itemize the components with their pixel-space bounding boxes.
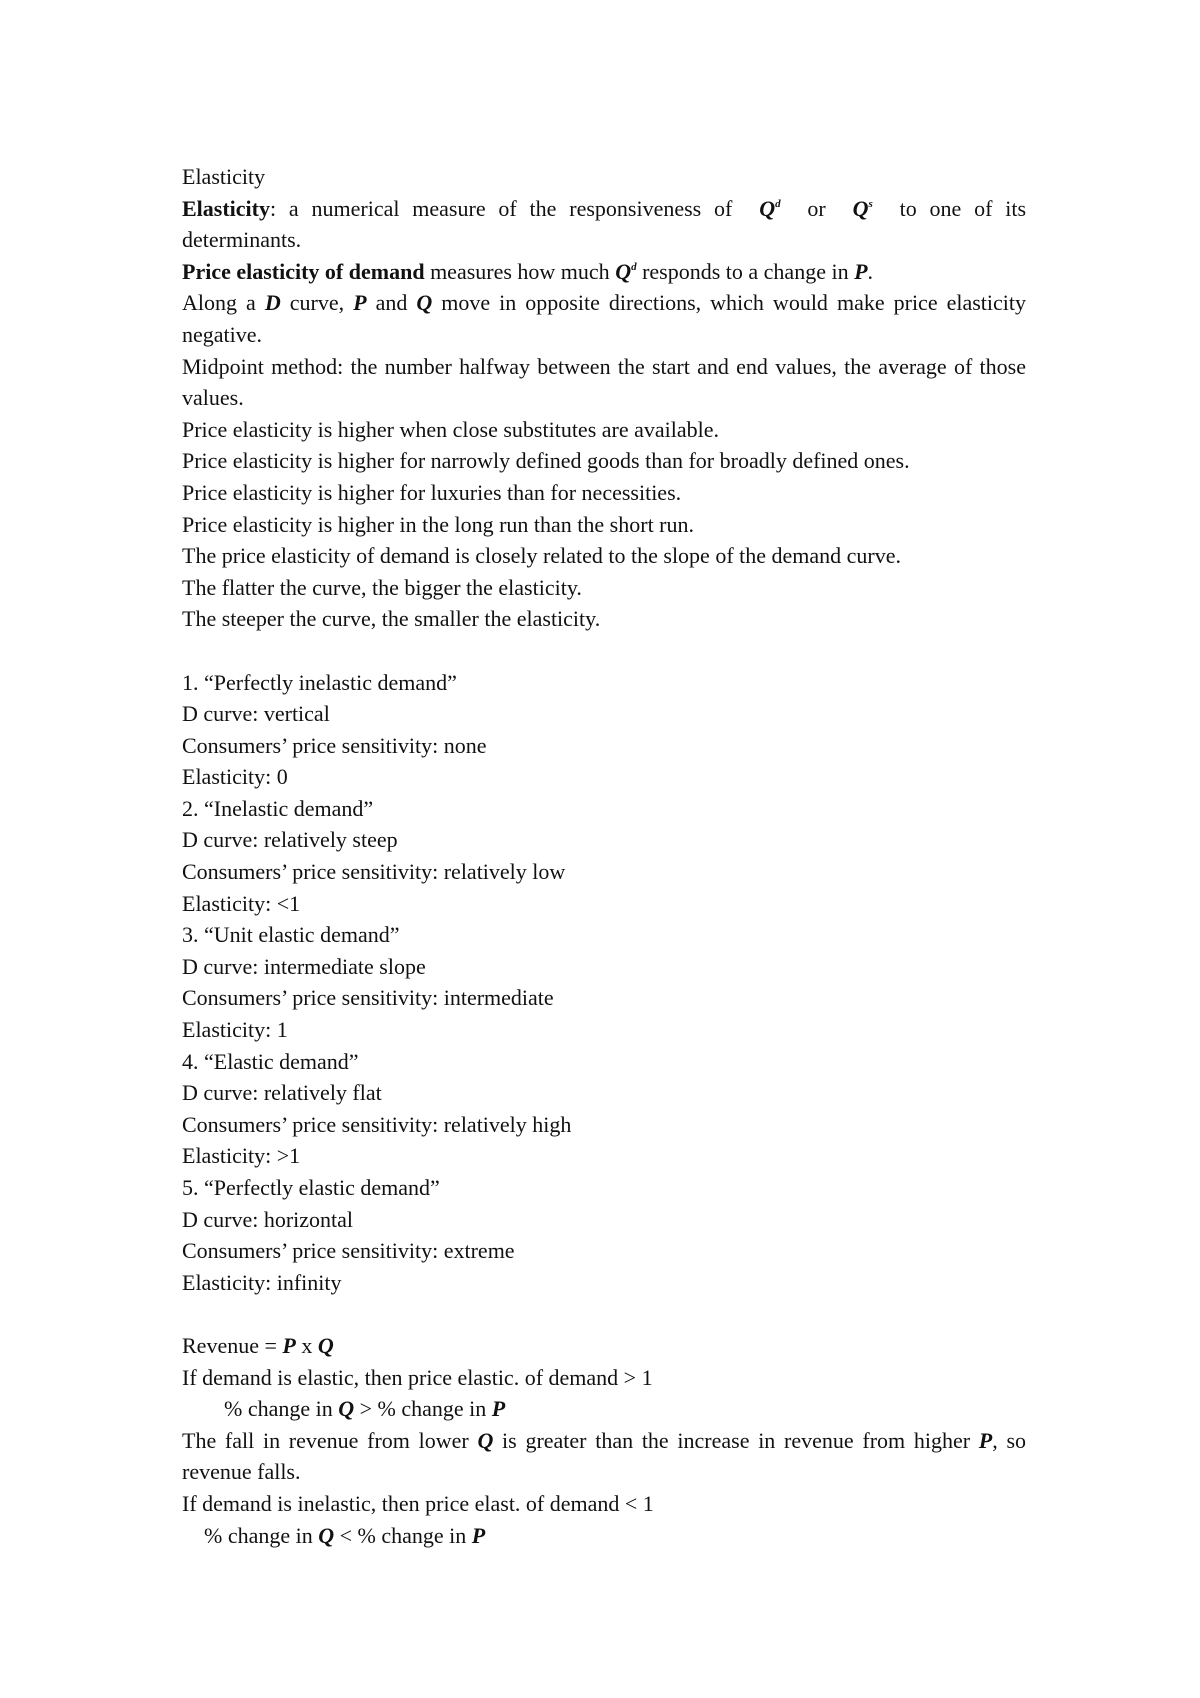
statement-line: The flatter the curve, the bigger the elasticity. [182, 574, 582, 600]
document-page [182, 161, 1026, 1551]
statement-line: Price elasticity is higher for narrowly defined goods than for broadly defined ones. [182, 448, 910, 474]
text-fragment: is greater than the increase in revenue from higher [493, 1427, 979, 1453]
statement-line: The price elasticity of demand is closely related to the slope of the demand curve. [182, 543, 902, 569]
q-symbol: Q [615, 258, 632, 284]
text-fragment: curve, [280, 290, 354, 316]
definition-text: responds to a change in [636, 258, 855, 284]
statement-line: Price elasticity is higher when close substitutes are available. [182, 416, 720, 442]
definition-text: : a numerical measure of the responsiveness of [270, 195, 733, 221]
text-fragment: , so revenue falls. [182, 1427, 1027, 1485]
elastic-comparison [182, 1393, 1026, 1425]
midpoint-method-text: Midpoint method: the number halfway between the start and end values, the average of those values. [182, 353, 1026, 411]
revenue-falls-text [182, 1425, 1026, 1488]
q-symbol: Q [477, 1427, 494, 1453]
period: . [867, 258, 874, 284]
q-symbol: Q [416, 290, 433, 316]
p-symbol: P [491, 1396, 506, 1422]
p-symbol: P [854, 258, 868, 284]
case-elasticity: Elasticity: 1 [182, 1017, 288, 1043]
text-fragment: x [295, 1332, 318, 1358]
text-fragment: Along a [182, 290, 265, 316]
case-sensitivity: Consumers’ price sensitivity: extreme [182, 1238, 515, 1264]
case-elasticity: Elasticity: >1 [182, 1143, 301, 1169]
text-fragment: and [366, 290, 417, 316]
inelastic-comparison [182, 1520, 1026, 1552]
case-sensitivity: Consumers’ price sensitivity: none [182, 732, 487, 758]
statement-line: The steeper the curve, the smaller the elasticity. [182, 606, 601, 632]
text-fragment: % change in [204, 1522, 319, 1548]
case-heading: 2. “Inelastic demand” [182, 795, 374, 821]
case-curve: D curve: horizontal [182, 1206, 354, 1232]
superscript-s: s [868, 197, 873, 210]
q-symbol: Q [759, 195, 776, 221]
inelastic-condition: If demand is inelastic, then price elast. of demand < 1 [182, 1490, 654, 1516]
ped-definition [182, 256, 1026, 288]
case-curve: D curve: intermediate slope [182, 953, 426, 979]
case-heading: 5. “Perfectly elastic demand” [182, 1175, 440, 1200]
text-fragment: The fall in revenue from lower [182, 1427, 478, 1453]
case-curve: D curve: vertical [182, 701, 330, 727]
along-d-curve-text [182, 287, 1026, 350]
p-symbol: P [471, 1522, 486, 1548]
q-symbol: Q [318, 1522, 335, 1548]
elasticity-term: Elasticity [182, 195, 270, 221]
p-symbol: P [353, 290, 367, 316]
or-word: or [807, 195, 826, 221]
q-symbol: Q [338, 1396, 355, 1422]
case-elasticity: Elasticity: 0 [182, 764, 288, 790]
text-fragment: Revenue = [182, 1332, 283, 1358]
p-symbol: P [282, 1332, 296, 1358]
statement-line: Price elasticity is higher for luxuries than for necessities. [182, 479, 682, 505]
page-title: Elasticity [182, 164, 266, 189]
text-fragment: < % change in [334, 1522, 472, 1548]
case-sensitivity: Consumers’ price sensitivity: relatively low [182, 859, 566, 885]
case-sensitivity: Consumers’ price sensitivity: relatively high [182, 1111, 572, 1137]
text-fragment: > % change in [354, 1396, 492, 1422]
case-elasticity: Elasticity: <1 [182, 890, 301, 916]
d-symbol: D [264, 290, 281, 316]
q-symbol: Q [317, 1332, 334, 1358]
case-sensitivity: Consumers’ price sensitivity: intermediate [182, 985, 554, 1011]
definition-text: to one of its determinants. [182, 195, 1027, 253]
blank-line [182, 635, 1026, 667]
case-heading: 4. “Elastic demand” [182, 1048, 359, 1074]
blank-line [182, 1298, 1026, 1330]
elastic-condition: If demand is elastic, then price elastic. of demand > 1 [182, 1364, 653, 1390]
p-symbol: P [978, 1427, 993, 1453]
superscript-d: d [631, 260, 637, 273]
case-heading: 1. “Perfectly inelastic demand” [182, 669, 457, 695]
case-curve: D curve: relatively flat [182, 1080, 382, 1106]
q-symbol: Q [852, 195, 869, 221]
statement-line: Price elasticity is higher in the long run than the short run. [182, 511, 695, 537]
text-fragment: % change in [224, 1396, 339, 1422]
superscript-d: d [775, 197, 781, 210]
case-curve: D curve: relatively steep [182, 827, 398, 853]
text-fragment: move in opposite directions, which would make price elasticity negative. [182, 290, 1027, 347]
ped-term: Price elasticity of demand [182, 258, 425, 284]
definition-text: measures how much [424, 258, 616, 284]
elasticity-definition [182, 193, 1026, 256]
case-heading: 3. “Unit elastic demand” [182, 922, 400, 948]
case-elasticity: Elasticity: infinity [182, 1269, 342, 1295]
revenue-formula [182, 1330, 1026, 1362]
